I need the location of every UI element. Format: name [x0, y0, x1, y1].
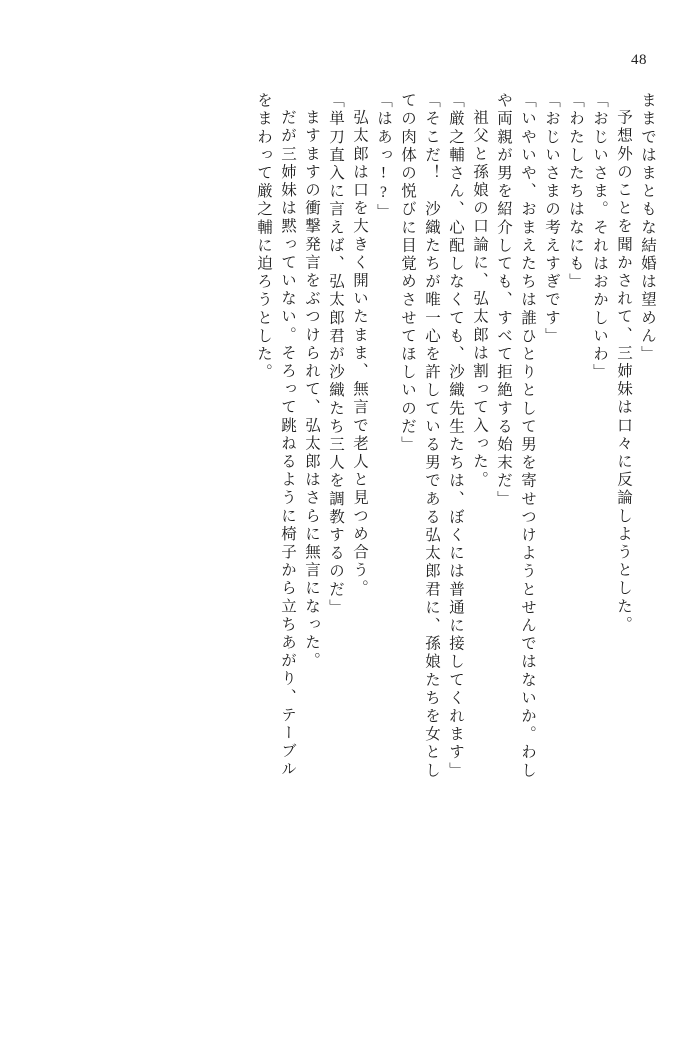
text-line: 「単刀直入に言えば、弘太郎君が沙織たち三人を調教するのだ」	[327, 92, 344, 617]
text-line: 「おじいさまの考えすぎです」	[543, 92, 560, 346]
page-number: 48	[631, 52, 647, 68]
text-line: 祖父と孫娘の口論に、弘太郎は割って入った。	[471, 109, 488, 490]
text-line: 「いやいや、おまえたちは誰ひとりとして男を寄せつけようとせんではないか。わし	[519, 92, 536, 780]
text-line: 「そこだ！ 沙織たちが唯一心を許している男である弘太郎君に、孫娘たちを女とし	[423, 92, 440, 780]
text-line: 「おじいさま。それはおかしいわ」	[591, 92, 608, 382]
text-line: 「厳之輔さん、心配しなくても、沙織先生たちは、ぼくには普通に接してくれます」	[447, 92, 464, 780]
body-text	[40, 92, 655, 1010]
text-line: 「わたしたちはなにも」	[567, 92, 584, 292]
text-line: ますますの衝撃発言をぶつけられて、弘太郎はさらに無言になった。	[303, 109, 320, 671]
text-line: ままではまともな結婚は望めん」	[639, 92, 656, 364]
text-line: 「はあっ!?」	[375, 92, 392, 222]
text-line: をまわって厳之輔に迫ろうとした。	[255, 92, 272, 382]
text-line: 弘太郎は口を大きく開いたまま、無言で老人と見つめ合う。	[351, 109, 368, 598]
text-line: 予想外のことを聞かされて、三姉妹は口々に反論しようとした。	[615, 109, 632, 634]
text-line: や両親が男を紹介しても、すべて拒絶する始末だ」	[495, 92, 512, 509]
text-line: ての肉体の悦びに目覚めさせてほしいのだ」	[399, 92, 416, 454]
text-line: だが三姉妹は黙っていない。そろって跳ねるように椅子から立ちあがり、テーブル	[279, 109, 296, 779]
